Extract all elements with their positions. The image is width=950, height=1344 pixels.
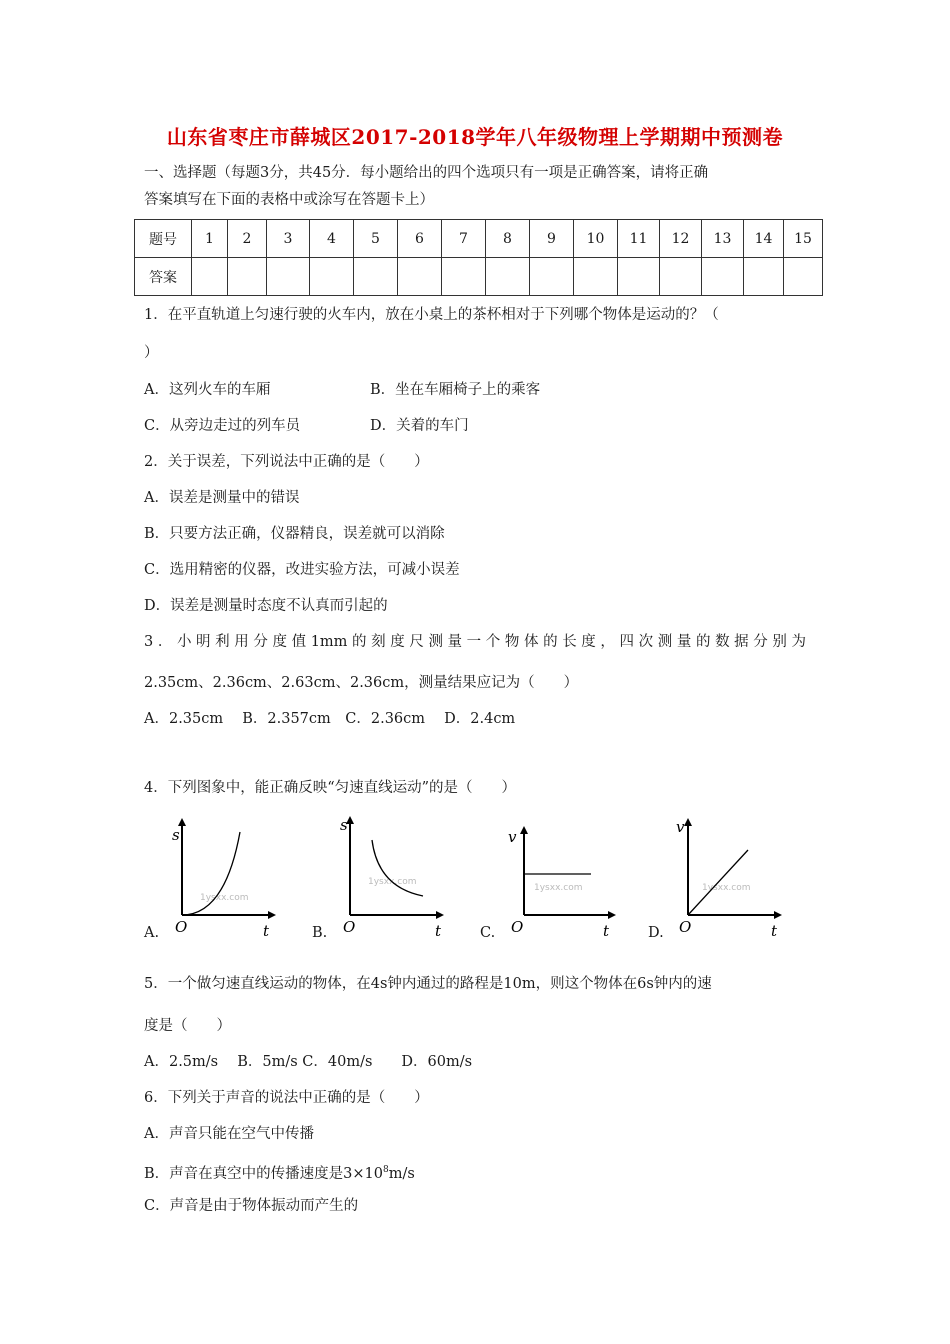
question-number-cell: 13 [702, 220, 744, 258]
graph-b-xlabel: t [435, 922, 442, 940]
watermark: 1ysxx.com [200, 893, 249, 903]
answer-cell[interactable] [530, 258, 574, 296]
question-2-option-d: D．误差是测量时态度不认真而引起的 [144, 598, 388, 614]
graph-c-ylabel: v [508, 828, 517, 846]
question-number-cell: 8 [486, 220, 530, 258]
graph-c-label: C. [480, 925, 496, 941]
question-number-cell: 2 [228, 220, 267, 258]
graph-b-ylabel: s [340, 816, 348, 834]
question-2-option-c: C．选用精密的仪器，改进实验方法，可减小误差 [144, 562, 460, 578]
answer-cell[interactable] [744, 258, 784, 296]
answer-cell[interactable] [784, 258, 823, 296]
graph-c-v-t-line [496, 812, 636, 942]
question-1-stem-end: ） [144, 345, 159, 361]
section-instructions-line1: 一、选择题（每题3分，共45分．每小题给出的四个选项只有一项是正确答案，请将正确 [144, 165, 709, 181]
graph-a-origin: O [175, 918, 188, 936]
question-6-option-b-exponent: 8 [382, 1165, 389, 1175]
question-number-cell: 15 [784, 220, 823, 258]
question-6-option-c: C．声音是由于物体振动而产生的 [144, 1198, 359, 1214]
question-2-option-b: B．只要方法正确，仪器精良，误差就可以消除 [144, 526, 445, 542]
graph-b-origin: O [343, 918, 356, 936]
answer-cell[interactable] [442, 258, 486, 296]
question-number-cell: 14 [744, 220, 784, 258]
question-1-option-b: B．坐在车厢椅子上的乘客 [370, 382, 541, 398]
answer-cell[interactable] [310, 258, 354, 296]
question-5-stem: 5．一个做匀速直线运动的物体，在4s钟内通过的路程是10m，则这个物体在6s钟内的速 [144, 976, 712, 992]
question-number-cell: 9 [530, 220, 574, 258]
question-6-option-a: A．声音只能在空气中传播 [144, 1126, 314, 1142]
question-5-stem-end: 度是（ ） [144, 1018, 231, 1034]
answer-table-number-row [135, 220, 823, 258]
graph-d-v-t-line [664, 812, 804, 942]
question-number-cell: 6 [398, 220, 442, 258]
graph-c-origin: O [511, 918, 524, 936]
answer-cell[interactable] [574, 258, 618, 296]
question-1-option-a: A．这列火车的车厢 [144, 382, 271, 398]
watermark: 1ysxx.com [534, 883, 583, 893]
row-label-number: 题号 [135, 220, 192, 258]
graph-c-xlabel: t [603, 922, 610, 940]
graph-d-label: D. [648, 925, 664, 941]
question-number-cell: 10 [574, 220, 618, 258]
graph-d-origin: O [679, 918, 692, 936]
answer-cell[interactable] [618, 258, 660, 296]
question-1-option-c: C．从旁边走过的列车员 [144, 418, 301, 434]
question-5-options: A．2.5m/s B．5m/s C．40m/s D．60m/s [144, 1054, 473, 1070]
answer-table-answer-row [135, 258, 823, 296]
question-6-stem: 6．下列关于声音的说法中正确的是（ ） [144, 1090, 429, 1106]
graph-a-s-t-curve [160, 812, 300, 942]
question-2-option-a: A．误差是测量中的错误 [144, 490, 300, 506]
answer-cell[interactable] [486, 258, 530, 296]
question-1-stem: 1．在平直轨道上匀速行驶的火车内，放在小桌上的茶杯相对于下列哪个物体是运动的？（ [144, 307, 719, 323]
question-number-cell: 7 [442, 220, 486, 258]
question-1-option-d: D．关着的车门 [370, 418, 469, 434]
graph-d-ylabel: v [676, 818, 685, 836]
graph-a-ylabel: s [172, 826, 180, 844]
question-number-cell: 3 [267, 220, 310, 258]
answer-cell[interactable] [660, 258, 702, 296]
question-3-stem: 3．小明利用分度值1mm的刻度尺测量一个物体的长度，四次测量的数据分别为 [144, 634, 806, 650]
question-3-options: A．2.35cm B．2.357cm C．2.36cm D．2.4cm [144, 711, 516, 727]
graph-b-s-t-curve [328, 812, 468, 942]
question-number-cell: 1 [192, 220, 228, 258]
graph-a-xlabel: t [263, 922, 270, 940]
question-number-cell: 12 [660, 220, 702, 258]
answer-cell[interactable] [267, 258, 310, 296]
answer-cell[interactable] [702, 258, 744, 296]
question-number-cell: 4 [310, 220, 354, 258]
answer-cell[interactable] [228, 258, 267, 296]
watermark: 1ysxx.com [702, 883, 751, 893]
question-6-option-b-unit: m/s [388, 1165, 415, 1182]
question-6-option-b-text: B．声音在真空中的传播速度是3×10 [144, 1165, 383, 1182]
graph-b-curve [372, 840, 423, 896]
question-2-stem: 2．关于误差，下列说法中正确的是（ ） [144, 454, 429, 470]
section-instructions-line2: 答案填写在下面的表格中或涂写在答题卡上） [144, 192, 434, 208]
question-6-option-b [144, 1160, 415, 1184]
question-3-stem-end: 2.35cm、2.36cm、2.63cm、2.36cm，测量结果应记为（ ） [144, 675, 579, 691]
answer-cell[interactable] [398, 258, 442, 296]
answer-cell[interactable] [354, 258, 398, 296]
question-number-cell: 5 [354, 220, 398, 258]
watermark: 1ysxx.com [368, 877, 417, 887]
question-4-stem: 4．下列图象中，能正确反映“匀速直线运动”的是（ ） [144, 780, 517, 796]
graph-d-xlabel: t [771, 922, 778, 940]
graph-b-label: B. [312, 925, 328, 941]
graph-a-label: A. [144, 925, 160, 941]
question-number-cell: 11 [618, 220, 660, 258]
page-title: 山东省枣庄市薛城区2017-2018学年八年级物理上学期期中预测卷 [166, 125, 784, 149]
answer-table [134, 219, 823, 296]
row-label-answer: 答案 [135, 258, 192, 296]
answer-cell[interactable] [192, 258, 228, 296]
